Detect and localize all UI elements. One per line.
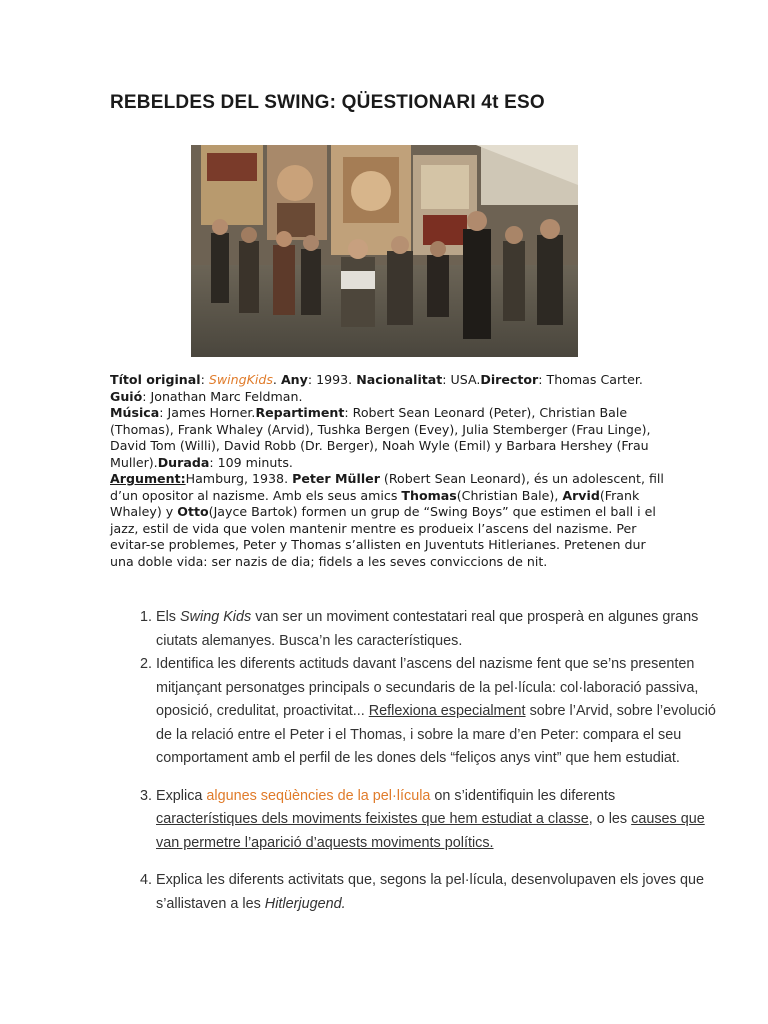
nationality-label: Nacionalitat	[356, 372, 443, 387]
question-underlined: causes que van permetre l’aparició d’aquests moviments polítics.	[156, 811, 705, 851]
cast-value: Robert Sean Leonard (Peter), Christian Bale (Thomas), Frank Whaley (Arvid), Tushka Bergen (Evey), Julia Stemberger (Frau Linge), David Tom (Willi), David Robb (Dr. Berger), Noah Wyle (Emil) y Barbara Hershey (Frau Muller).	[110, 405, 651, 470]
question-emphasis: Hitlerjugend.	[264, 895, 346, 912]
year-value: 1993.	[316, 372, 353, 387]
question-text: on s’identifiquin les diferents	[434, 787, 616, 804]
character-arvid: Arvid	[562, 487, 600, 503]
cast-label: Repartiment	[255, 405, 345, 420]
question-text: Explica	[156, 787, 203, 804]
script-value: Jonathan Marc Feldman.	[150, 388, 303, 404]
argument-text: (Frank Whaley) y	[110, 487, 640, 519]
argument-label: Argument:	[110, 471, 186, 486]
duration-label: Durada	[157, 454, 210, 470]
question-1	[156, 606, 716, 653]
character-otto: Otto	[177, 504, 209, 519]
question-list	[110, 606, 716, 916]
argument-text: Hamburg, 1938.	[185, 471, 289, 486]
script-label: Guió	[110, 388, 143, 404]
question-text: Explica les diferents activitats que, segons la pel·lícula, desenvolupaven els joves que s’allistaven a les	[156, 872, 704, 912]
original-title-label: Títol original	[110, 372, 201, 387]
question-underlined: Reflexiona especialment	[368, 703, 526, 719]
question-emphasis: Swing Kids	[180, 609, 252, 625]
music-label: Música	[110, 405, 160, 420]
question-text: Identifica les diferents actituds davant l’ascens del nazisme fent que se’ns presenten mitjançant personatges principals o secundaris de la pel·lícula: col·laboració passiva, oposició, credulitat, proactivitat...	[156, 656, 699, 719]
music-value: James Horner.	[167, 405, 256, 420]
year-label: Any	[280, 372, 308, 387]
duration-value: 109 minuts.	[217, 454, 293, 470]
argument	[110, 471, 665, 570]
film-info	[110, 372, 665, 570]
question-text: sobre l’Arvid, sobre l’evolució de la relació entre el Peter i el Thomas, i sobre la mare d’en Peter: compara el seu comportament amb el perfil de les dones dels “feliços anys vint” que hem estudiat.	[156, 703, 716, 766]
question-text: Els	[156, 609, 176, 625]
director-label: Director	[480, 372, 539, 387]
original-title-value: SwingKids	[208, 372, 273, 387]
film-details: Títol original: SwingKids. Any: 1993. Nacionalitat: USA.Director: Thomas Carter. Guió: Jonathan Marc Feldman.	[110, 372, 643, 404]
question-2	[156, 653, 716, 771]
argument-text: (Jayce Bartok) formen un grup de “Swing Boys” que estimen el ball i el jazz, estil de vida que volen mantenir mentre es produeix l’ascens del nazisme. Per evitar-se problemes, Peter y Thomas s’allisten en Juventuts Hitlerianes. Pretenen dur una doble vida: ser nazis de dia; fidels a les seves conviccions de nit.	[110, 504, 656, 569]
question-3	[156, 785, 716, 856]
question-highlight: algunes seqüències de la pel·lícula	[206, 787, 431, 804]
argument-text: (Christian Bale),	[456, 487, 559, 503]
character-peter: Peter Müller	[292, 471, 380, 486]
question-text: van ser un moviment contestatari real que prosperà en algunes grans ciutats alemanyes. Busca’n les característiques.	[156, 609, 699, 649]
director-value: Thomas Carter.	[546, 372, 643, 387]
question-text: , o les	[588, 811, 628, 827]
argument-text: (Robert Sean Leonard), és un adolescent, fill d’un opositor al nazisme. Amb els seus amics	[110, 471, 664, 503]
page-title: REBELDES DEL SWING: QÜESTIONARI 4t ESO	[110, 92, 545, 113]
film-still-image	[191, 145, 578, 357]
nationality-value: USA.	[450, 372, 481, 387]
music-cast: Música: James Horner.Repartiment: Robert Sean Leonard (Peter), Christian Bale (Thomas), Frank Whaley (Arvid), Tushka Bergen (Evey), Julia Stemberger (Frau Linge), David Tom (Willi), David Robb (Dr. Berger), Noah Wyle (Emil) y Barbara Hershey (Frau Muller).Durada: 109 minuts.	[110, 405, 651, 470]
question-underlined: característiques dels moviments feixistes que hem estudiat a classe	[156, 811, 589, 827]
character-thomas: Thomas	[401, 487, 457, 503]
question-4	[156, 869, 716, 916]
